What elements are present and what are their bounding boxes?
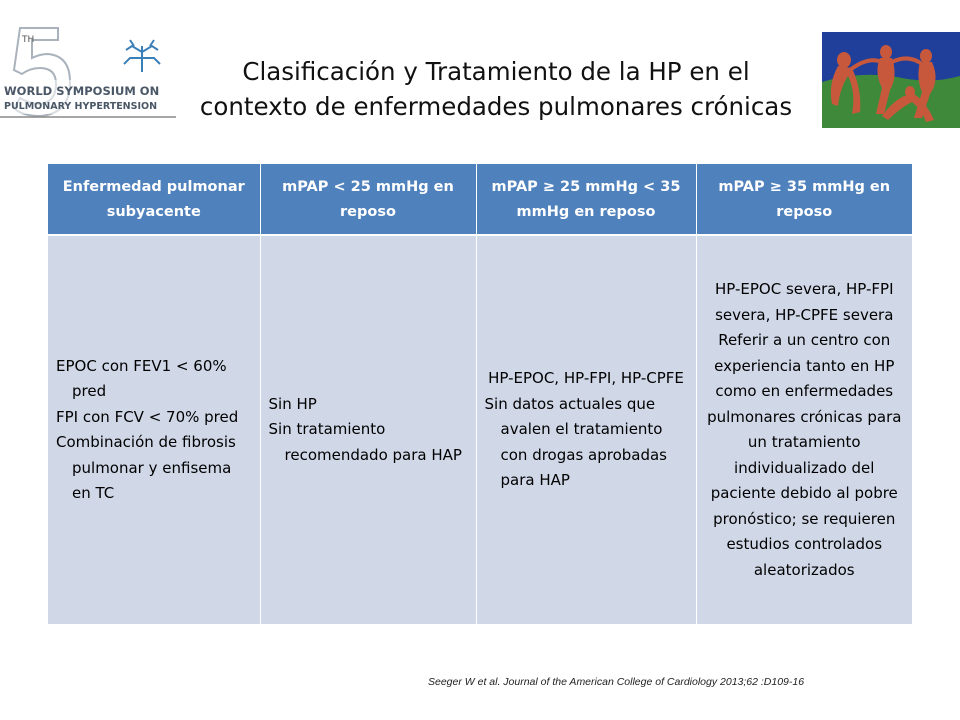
header-mpap-ge-35: mPAP ≥ 35 mmHg en reposo [696,164,912,235]
citation: Seeger W et al. Journal of the American College of Cardiology 2013;62 :D109-16 [428,676,805,688]
disease-item: EPOC con FEV1 < 60% pred [56,356,227,400]
logo-line2: PULMONARY HYPERTENSION [4,101,158,112]
title-line-2: contexto de enfermedades pulmonares crónicas [199,92,793,121]
ph-moderate-heading: HP-EPOC, HP-FPI, HP-CPFE [488,369,684,388]
cell-ph-severe [696,235,912,624]
logo-line1: WORLD SYMPOSIUM ON [4,84,160,98]
no-ph-item: Sin tratamiento recomendado para HAP [268,420,462,464]
no-ph-item: Sin HP [268,394,317,413]
table-header-row [48,164,912,235]
ph-severe-heading: HP-EPOC severa, HP-FPI severa, HP-CPFE severa [714,280,894,324]
header-underlying-disease: Enfermedad pulmonar subyacente [48,164,260,235]
cell-ph-moderate [476,235,696,624]
disease-item: FPI con FCV < 70% pred [56,407,239,426]
symposium-logo [0,24,176,122]
cell-no-ph [260,235,476,624]
lung-tree-icon [124,40,160,72]
cell-diseases [48,235,260,624]
ph-moderate-text: Sin datos actuales que avalen el tratamiento con drogas aprobadas para HAP [484,394,668,490]
header-mpap-25-35: mPAP ≥ 25 mmHg < 35 mmHg en reposo [476,164,696,235]
slide-title [170,54,822,124]
disease-item: Combinación de fibrosis pulmonar y enfisema en TC [56,433,236,502]
ph-severe-text: Referir a un centro con experiencia tanto en HP como en enfermedades pulmonares crónicas para un tratamiento individualizado del paciente debido al pobre pronóstico; se requieren estudios controlados aleatorizados [707,331,902,579]
table-row [48,235,912,624]
dance-painting-image [822,32,960,128]
header-mpap-lt-25: mPAP < 25 mmHg en reposo [260,164,476,235]
classification-table [48,164,912,624]
title-line-1: Clasificación y Tratamiento de la HP en el [242,57,750,86]
logo-superscript: TH [22,35,35,45]
